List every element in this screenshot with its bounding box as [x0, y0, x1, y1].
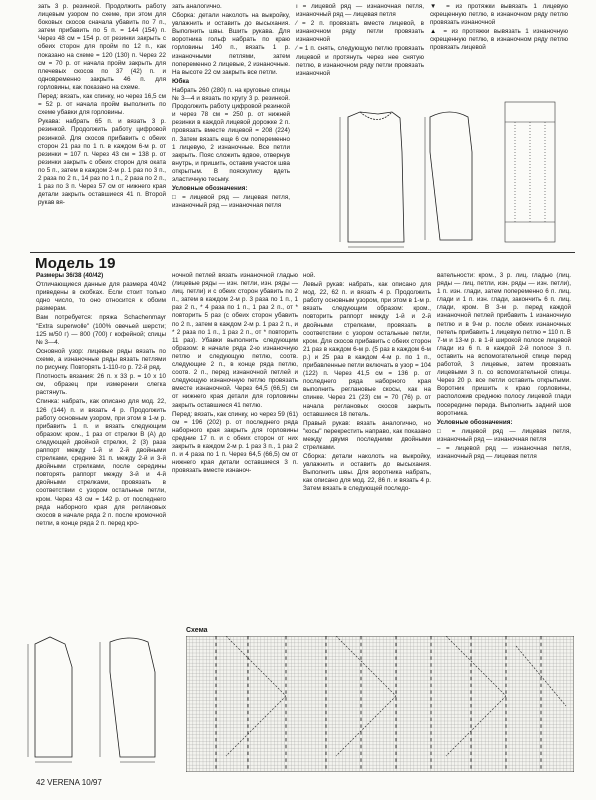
paragraph: Спинка: набрать, как описано для мод. 22, 126 (144) п. и вязать 4 р. Продолжить работу основным узором, при этом в 1-м р. прибавить 1 п. и вязать следующим образом: кром., 1 раз от стрелки В (А) до следующей двойной стрелки, 2 (3) раза раппорт между 1-й и 2-й двойными стрелками, средние 31 п. между 2-й и 3-й двойными стрелками, после середины повторять раппорт между 3-й и 4-й двойными стрелками, провязать в соответствии с узором остальные петли, кром. Через 43 см = 142 р. от последнего ряда наборного края для реглановых скосов в начале ряда 2 п. после кромочной петли, в конце ряда 2 п. перед кро- — [36, 398, 166, 527]
legend-item: ⁄ = 2 п. провязать вместе лицевой, в изнаночном ряду петли провязать изнаночной — [296, 20, 424, 44]
paragraph: Набрать 260 (280) п. на круговые спицы № 3—4 и вязать по кругу 3 р. резинкой. Продолжить работу цифровой резинкой и через 78 см = 250 р. от нижней резинки в каждой лицевой дорожке 2 п. провязать вместе лицевой = 208 (224) п. Затем вязать еще 6 см попеременно 1 лицевую, 2 изнаночные. Все петли закрыть. Пояс сложить вдвое, отвернув внутрь, и пришить, оставив участок шва открытым. В пояскулису вдеть эластичную тесьму. — [172, 86, 290, 183]
paragraph: вательности: кром., 3 р. лиц. гладью (лиц. ряды — лиц. петли, изн. ряды — изн. петли), 1 п. изн. глади, затем попеременно 6 п. лиц. глади и 1 п. изн. глади, закончить 6 п. лиц. глади, кром. В 3-м р. перед каждой изнаночной петлей прибавить 1 изнаночную петлю и в 9-м р. после обеих изнаночных петель прибавить 1 лицевую петлю = 110 п. В 7-м и 13-м р. в 1-й широкой полосе лицевой глади из 6 п. в каждой 2-й полосе 3 п. оставить на вспомогательной спице перед работой, 3 лицевые, затем провязать лицевыми 3 п. со вспомогательной спицы. Через 20 р. все петли оставить открытыми. Воротник пришить к краю горловины, расположив среднюю полосу лицевой глади посередине переда. Выполнить задний шов воротника. — [437, 272, 571, 417]
paragraph: Плотность вязания: 26 п. х 33 р. = 10 х 10 см, образец при измерении слегка растянуть. — [36, 373, 166, 397]
paragraph: Вам потребуется: пряжа Schachenmayr "Extra superwolle" (100% овечьей шерсти; 125 м/50 г) — 800 (700) г кофейной; спицы № 3—4. — [36, 314, 166, 346]
garment-schematic — [10, 632, 180, 772]
paragraph: Правый рукав: вязать аналогично, но "косы" перекрестить направо, как показано между двумя последними двойными стрелками. — [303, 419, 431, 451]
paragraph: Перед: вязать, как спинку, но через 16,5 см = 52 р. от начала пройм выполнить по схеме убавки для горловины. — [38, 93, 166, 117]
sizes-heading: Размеры 36/38 (40/42) — [36, 272, 104, 279]
top-column-3 — [296, 3, 424, 79]
top-column-2 — [172, 3, 290, 211]
sleeve-outline — [425, 112, 472, 240]
body-piece-outline — [340, 112, 404, 247]
paragraph: Левый рукав: набрать, как описано для мод. 22, 62 п. и вязать 4 р. Продолжить работу основным узором, при этом в 1-м р. вязать следующим образом: кром., повторить раппорт между 1-й и 2-й двойными стрелками, провязать в соответствии с узором остальные петли, кром. Для скосов прибавить с обеих сторон 21 раз в каждом 6-м р. (5 раз в каждом 6-м р.) и 25 раз в каждом 4-м р. по 1 п., прибавленные петли включать в узор = 104 (122) п. Через 41,5 см = 136 р. от последнего ряда наборного края выполнить реглановые скосы, как на спинке. Через 21 (23) см = 70 (76) р. от начала реглановых скосов закрыть оставшиеся 18 петель. — [303, 281, 431, 418]
legend-heading: Условные обозначения: — [172, 185, 248, 193]
paragraph: Сборка: детали наколоть на выкройку, увлажнить и оставить до высыхания. Выполнить швы. Для воротника набрать, как описано для мод. 22, 86 п. и вязать 4 р. Затем вязать в следующей последо- — [303, 453, 431, 493]
legend-item: □ = лицевой ряд — лицевая петля, изнаночный ряд — изнаночная петля — [437, 427, 571, 443]
legend-item: ı = лицевой ряд — изнаночная петля, изнаночный ряд — лицевая петля — [296, 3, 424, 19]
bottom-column-3 — [303, 272, 431, 495]
legend-item: ▼ = из протяжки вывязать 1 лицевую скрещенную петлю, в изнаночном ряду петлю провязать изнаночной — [430, 3, 568, 27]
bottom-column-1 — [36, 272, 166, 529]
paragraph: Основной узор: лицевые ряды вязать по схеме, а изнаночные ряды вязать петлями по рисунку. Повторять 1-110-го р. 72-й ряд. — [36, 347, 166, 372]
paragraph: Рукава: набрать 65 п. и вязать 3 р. резинкой. Продолжить работу цифровой резинкой. Для скосов прибавить с обеих сторон 21 раз по 1 п. в каждом 6-м р. от резинки = 107 п. Через 43 см = 138 р. от резинки закрыть с обеих сторон для оката по 5 п., затем в каждом 2-м р. 1 раз по 3 п., 2 раза по 2 п., 14 раз по 1 п., 2 раза по 2 п., 1 раз по 3 п. Через 57 см от нижнего края детали закрыть оставшиеся 41 п. Второй рукав вя- — [38, 118, 166, 207]
legend-item: ⁄ = 1 п. снять, следующую петлю провязать лицевой и протянуть через нее снятую петлю, в изнаночном ряду петли провязать изнаночной — [296, 45, 424, 77]
bottom-column-2 — [172, 272, 298, 476]
paragraph: зать аналогично. — [172, 3, 222, 10]
legend-heading: Условные обозначения: — [437, 418, 513, 426]
paragraph: Перед: вязать, как спинку, но через 59 (61) см = 196 (202) р. от последнего ряда наборного края закрыть для горловины средние 17 п. и с обеих сторон от них закрыть в каждом 2-м р. 1 раз 3 п., 1 раз 2 п. и 4 раза по 1 п. Через 64,5 (66,5) см от нижнего края детали оставшиеся 3 п. провязать вместе изнаноч- — [172, 410, 298, 475]
knitting-chart — [186, 636, 574, 772]
legend-item: – = лицевой ряд — изнаночная петля, изнаночный ряд — лицевая петля — [437, 444, 571, 461]
paragraph: ной. — [303, 272, 316, 279]
top-pattern-diagram — [300, 92, 575, 252]
schema-label: Схема — [186, 627, 208, 634]
top-column-1 — [38, 3, 166, 208]
paragraph: Сборка: детали наколоть на выкройку, увлажнить и оставить до высыхания. Выполнить швы. Вшить рукава. Для воротника гольф набрать по краю горловины 140 п., вязать 1 р. изнаночными петлями, затем попеременно 2 лицевые, 2 изнаночные. На высоте 22 см закрыть все петли. — [172, 12, 290, 76]
paragraph: зать 3 р. резинкой. Продолжить работу лицевым узором по схеме, при этом для боковых скосов сначала убавить по 7 п., затем прибавить по 5 п. = 144 (154) п. Через 48 см = 154 р. от резинки закрыть с обеих сторон для пройм по 12 п., как показано на схеме = 120 (130) п. Через 22 см = 70 р. от начала пройм закрыть для плечевых скосов по 37 (42) п. и одновременно закрыть 46 п. для горловины, как показано на схеме. — [38, 3, 166, 91]
page-footer: 42 VERENA 10/97 — [36, 778, 102, 787]
bottom-column-4 — [437, 272, 571, 462]
section-divider — [30, 252, 575, 253]
small-chart — [505, 102, 555, 242]
paragraph: ночной петлей вязать изнаночной гладью (лицевые ряды — изн. петли, изн. ряды — лиц. петли) и с обеих сторон убавить по 2 п., затем в каждом 2-м р. 3 раза по 1 п., 1 раз 2 п., * 4 раза по 1 п., 1 раз 2 п., от * повторить 5 раз (с обеих сторон убавить по 2 п., затем в каждом 2-м р. 1 раз 2 п., и * 2 раза по 1 п., 1 раз 2 п., от * повторить 11 раз). Убавки выполнить следующим образом: в начале ряда 2-ю изнаночную петлю и следующую петлю, соотв. следующие 2 п., в конце ряда петлю, соотв. 2 п., перед изнаночной петлей и следующую изнаночную петлю провязать вместе изнаночной. Через 64,5 (66,5) см от нижнего края детали для горловины закрыть оставшиеся 41 петлю. — [172, 272, 298, 409]
model-title: Модель 19 — [35, 255, 116, 272]
top-column-4 — [430, 3, 568, 54]
section-heading: Юбка — [172, 77, 190, 85]
legend-item: □ = лицевой ряд — лицевая петля, изнаночный ряд — изнаночная петля — [172, 194, 290, 210]
legend-item: ▲ = из протяжки вывязать 1 изнаночную скрещенную петлю, в изнаночном ряду петлю провязать лицевой — [430, 28, 568, 52]
paragraph: Отличающиеся данные для размера 40/42 приведены в скобках. Если стоит только одно число, то оно относится к обоим размерам. — [36, 281, 166, 313]
